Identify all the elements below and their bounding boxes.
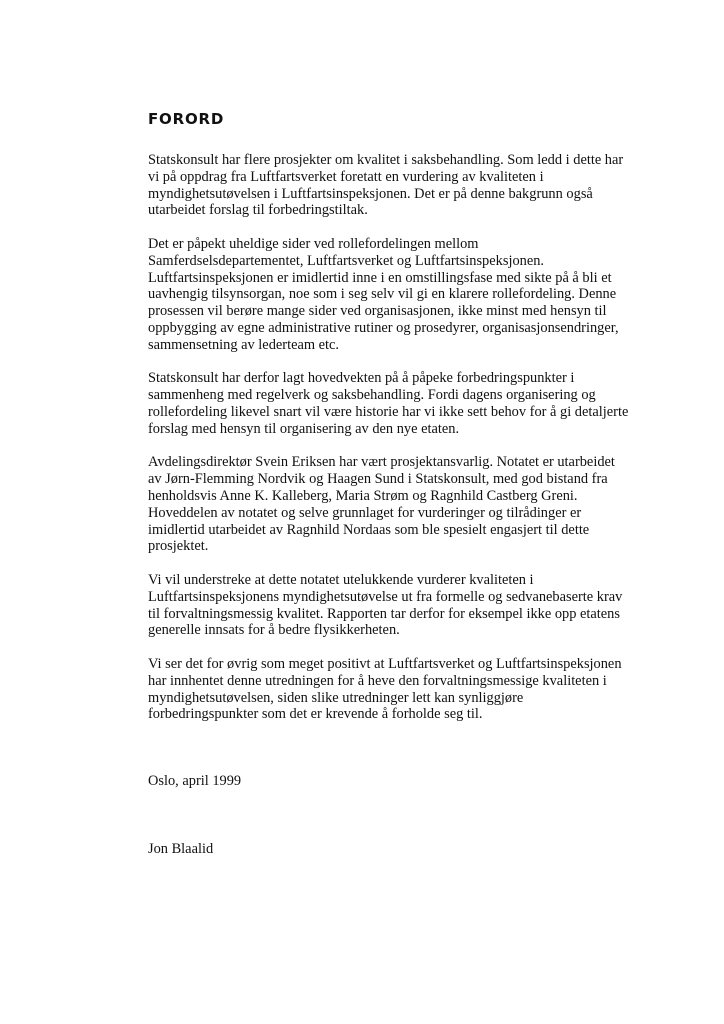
text-line: myndighetsutøvelsen i Luftfartsinspeksjonen. Det er på denne bakgrunn også — [148, 185, 593, 202]
signature-name: Jon Blaalid — [148, 841, 214, 857]
text-line: Luftfartsinspeksjonen er imidlertid inne i en omstillingsfase med sikte på å bli et — [148, 269, 612, 286]
paragraph — [148, 236, 642, 354]
text-line: sammenheng med regelverk og saksbehandling. Fordi dagens organisering og — [148, 387, 596, 404]
text-line: Hoveddelen av notatet og selve grunnlaget for vurderinger og tilrådinger er — [148, 504, 582, 521]
page-title: FORORD — [148, 110, 225, 128]
text-line: generelle innsats for å bedre flysikkerheten. — [148, 622, 400, 639]
paragraph — [148, 572, 642, 639]
text-line: Det er påpekt uheldige sider ved rollefordelingen mellom — [148, 235, 479, 252]
paragraph — [148, 152, 642, 219]
text-line: rollefordeling likevel snart vil være historie har vi ikke sett behov for å gi detaljerte — [148, 403, 629, 420]
foreword-body — [148, 152, 642, 740]
text-line: prosessen vil berøre mange sider ved organisasjonen, ikke minst med hensyn til — [148, 303, 607, 320]
text-line: til forvaltningsmessig kvalitet. Rapporten tar derfor for eksempel ikke opp etatens — [148, 605, 620, 622]
text-line: utarbeidet forslag til forbedringstiltak. — [148, 202, 368, 219]
text-line: Samferdselsdepartementet, Luftfartsverket og Luftfartsinspeksjonen. — [148, 252, 545, 269]
text-line: Vi ser det for øvrig som meget positivt at Luftfartsverket og Luftfartsinspeksjonen — [148, 655, 622, 672]
text-line: Vi vil understreke at dette notatet utelukkende vurderer kvaliteten i — [148, 571, 534, 588]
text-line: Statskonsult har derfor lagt hovedvekten på å påpeke forbedringspunkter i — [148, 370, 575, 387]
text-line: har innhentet denne utredningen for å heve den forvaltningsmessige kvaliteten i — [148, 672, 607, 689]
text-line: Avdelingsdirektør Svein Eriksen har vært prosjektansvarlig. Notatet er utarbeidet — [148, 454, 615, 471]
text-line: Statskonsult har flere prosjekter om kvalitet i saksbehandling. Som ledd i dette har — [148, 152, 624, 168]
text-line: forbedringspunkter som det er krevende å forholde seg til. — [148, 706, 483, 723]
text-line: Luftfartsinspeksjonens myndighetsutøvelse ut fra formelle og sedvanebaserte krav — [148, 588, 623, 605]
text-line: prosjektet. — [148, 538, 209, 555]
paragraph — [148, 454, 642, 555]
text-line: imidlertid utarbeidet av Ragnhild Nordaas som ble spesielt engasjert til dette — [148, 521, 590, 538]
text-line: av Jørn-Flemming Nordvik og Haagen Sund i Statskonsult, med god bistand fra — [148, 471, 608, 488]
text-line: henholdsvis Anne K. Kalleberg, Maria Strøm og Ragnhild Castberg Greni. — [148, 487, 578, 504]
text-line: vi på oppdrag fra Luftfartsverket foretatt en vurdering av kvaliteten i — [148, 168, 544, 185]
place-date: Oslo, april 1999 — [148, 773, 242, 789]
text-line: uavhengig tilsynsorgan, noe som i seg selv vil gi en klarere rollefordeling. Denne — [148, 286, 617, 303]
paragraph — [148, 656, 642, 723]
paragraph — [148, 370, 642, 437]
text-line: oppbygging av egne administrative rutiner og prosedyrer, organisasjonsendringer, — [148, 319, 619, 336]
text-line: sammensetning av lederteam etc. — [148, 336, 339, 353]
text-line: myndighetsutøvelsen, siden slike utredninger lett kan synliggjøre — [148, 689, 524, 706]
text-line: forslag med hensyn til organisering av den nye etaten. — [148, 420, 460, 437]
